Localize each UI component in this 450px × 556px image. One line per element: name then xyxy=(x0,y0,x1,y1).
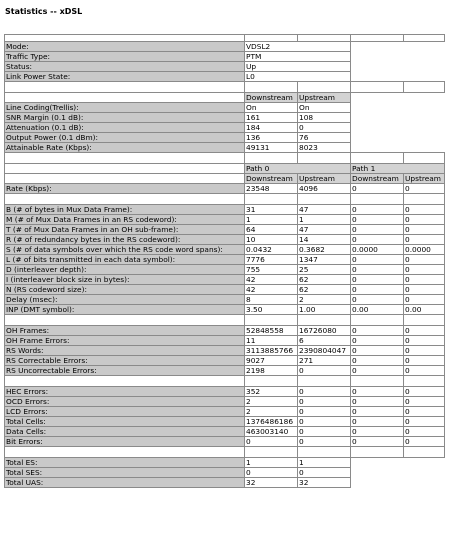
row-value: 0.0432 xyxy=(245,245,298,255)
path-row xyxy=(5,305,445,315)
row-label: T (# of Mux Data Frames in an OH sub-frame): xyxy=(5,225,245,235)
table-row xyxy=(5,336,445,346)
empty-cell xyxy=(351,143,404,153)
empty-cell xyxy=(404,478,445,488)
empty-cell xyxy=(351,458,404,468)
separator-row xyxy=(5,194,445,205)
separator-row xyxy=(5,153,445,164)
row-label: RS Correctable Errors: xyxy=(5,356,245,366)
empty-cell xyxy=(351,42,404,52)
separator-cell xyxy=(245,315,298,326)
path-header-row xyxy=(5,164,445,174)
row-value: 0 xyxy=(351,205,404,215)
row-value: 0.00 xyxy=(404,305,445,315)
row-value: 0 xyxy=(351,397,404,407)
separator-cell xyxy=(404,35,445,42)
status-row xyxy=(5,52,445,62)
page-title: Statistics -- xDSL xyxy=(5,7,83,16)
separator-cell xyxy=(351,376,404,387)
path-row xyxy=(5,215,445,225)
col-header-upstream: Upstream xyxy=(298,93,351,103)
row-value: 31 xyxy=(245,205,298,215)
separator-cell xyxy=(5,35,245,42)
path-row xyxy=(5,255,445,265)
row-value: 352 xyxy=(245,387,298,397)
row-value: 2 xyxy=(298,295,351,305)
row-value: 0 xyxy=(351,215,404,225)
empty-cell xyxy=(351,478,404,488)
row-value: 62 xyxy=(298,275,351,285)
row-value: 2 xyxy=(245,397,298,407)
row-value: 0 xyxy=(298,437,351,447)
row-label: INP (DMT symbol): xyxy=(5,305,245,315)
row-value: 0 xyxy=(351,184,404,194)
path-row xyxy=(5,275,445,285)
path0-header: Path 0 xyxy=(245,164,351,174)
row-value: 0 xyxy=(351,417,404,427)
table-row xyxy=(5,427,445,437)
row-value: 0 xyxy=(351,336,404,346)
separator-row xyxy=(5,447,445,458)
separator-cell xyxy=(351,35,404,42)
row-value: 0 xyxy=(298,397,351,407)
row-value: 271 xyxy=(298,356,351,366)
row-value: 0.00 xyxy=(351,305,404,315)
row-value: 10 xyxy=(245,235,298,245)
row-value: 47 xyxy=(298,225,351,235)
row-value: 76 xyxy=(298,133,351,143)
row-value: 0 xyxy=(351,275,404,285)
separator-cell xyxy=(351,447,404,458)
row-value: 0 xyxy=(245,468,298,478)
separator-cell xyxy=(5,315,245,326)
row-label: HEC Errors: xyxy=(5,387,245,397)
path1-header: Path 1 xyxy=(351,164,445,174)
row-value: 1.00 xyxy=(298,305,351,315)
row-value: 0 xyxy=(351,356,404,366)
row-label: OH Frames: xyxy=(5,326,245,336)
row-value: 0 xyxy=(404,215,445,225)
row-value: 8023 xyxy=(298,143,351,153)
row-value: 0 xyxy=(404,427,445,437)
row-value: 0 xyxy=(298,468,351,478)
separator-row xyxy=(5,35,445,42)
empty-cell xyxy=(351,133,404,143)
row-value: 32 xyxy=(245,478,298,488)
empty-cell xyxy=(404,42,445,52)
separator-cell xyxy=(404,376,445,387)
row-label: Data Cells: xyxy=(5,427,245,437)
row-value: 0 xyxy=(404,417,445,427)
header-blank xyxy=(5,93,245,103)
row-value: 0 xyxy=(351,255,404,265)
row-value: 0 xyxy=(298,417,351,427)
row-value: 1 xyxy=(245,215,298,225)
row-value: 0 xyxy=(351,346,404,356)
row-value: 0 xyxy=(351,235,404,245)
table-row xyxy=(5,458,445,468)
table-row xyxy=(5,356,445,366)
row-value: 2198 xyxy=(245,366,298,376)
empty-cell xyxy=(404,62,445,72)
row-label: I (interleaver block size in bytes): xyxy=(5,275,245,285)
row-value: On xyxy=(245,103,298,113)
row-label: M (# of Mux Data Frames in an RS codeword): xyxy=(5,215,245,225)
separator-cell xyxy=(298,447,351,458)
separator-cell xyxy=(298,315,351,326)
path-row xyxy=(5,245,445,255)
row-value: 4096 xyxy=(298,184,351,194)
row-value: 6 xyxy=(298,336,351,346)
table-row xyxy=(5,397,445,407)
row-label: R (# of redundancy bytes in the RS codeword): xyxy=(5,235,245,245)
separator-cell xyxy=(245,82,298,93)
path-row xyxy=(5,295,445,305)
dir-header: Downstream xyxy=(351,174,404,184)
table-row xyxy=(5,407,445,417)
row-value: 47 xyxy=(298,205,351,215)
row-value: 0 xyxy=(351,265,404,275)
row-label: Delay (msec): xyxy=(5,295,245,305)
path-row xyxy=(5,205,445,215)
row-label: Total ES: xyxy=(5,458,245,468)
empty-cell xyxy=(351,52,404,62)
empty-cell xyxy=(404,52,445,62)
empty-cell xyxy=(351,113,404,123)
table-row xyxy=(5,387,445,397)
row-value: 0 xyxy=(404,356,445,366)
row-value: 14 xyxy=(298,235,351,245)
row-value: 0 xyxy=(404,295,445,305)
row-value: 0 xyxy=(351,387,404,397)
row-label: Status: xyxy=(5,62,245,72)
row-value: 0 xyxy=(404,255,445,265)
line-row xyxy=(5,103,445,113)
separator-cell xyxy=(351,82,404,93)
empty-cell xyxy=(404,72,445,82)
row-label: Bit Errors: xyxy=(5,437,245,447)
row-value: L0 xyxy=(245,72,351,82)
separator-cell xyxy=(5,82,245,93)
separator-cell xyxy=(351,153,404,164)
row-value: 161 xyxy=(245,113,298,123)
row-label: Total Cells: xyxy=(5,417,245,427)
row-value: 0 xyxy=(404,397,445,407)
separator-cell xyxy=(298,194,351,205)
empty-cell xyxy=(351,62,404,72)
status-row xyxy=(5,62,445,72)
table-row xyxy=(5,346,445,356)
xdsl-stats-table xyxy=(4,34,445,488)
separator-cell xyxy=(245,376,298,387)
empty-cell xyxy=(404,113,445,123)
table-row xyxy=(5,468,445,478)
empty-cell xyxy=(404,93,445,103)
dir-header: Upstream xyxy=(298,174,351,184)
row-value: 32 xyxy=(298,478,351,488)
row-value: VDSL2 xyxy=(245,42,351,52)
row-value: 64 xyxy=(245,225,298,235)
row-value: 0 xyxy=(404,265,445,275)
row-value: 23548 xyxy=(245,184,298,194)
row-value: 184 xyxy=(245,123,298,133)
row-value: 0 xyxy=(351,366,404,376)
dir-header-row xyxy=(5,174,445,184)
separator-cell xyxy=(298,82,351,93)
line-row xyxy=(5,143,445,153)
row-value: 0.0000 xyxy=(404,245,445,255)
row-value: 0 xyxy=(298,387,351,397)
row-value: 0 xyxy=(404,407,445,417)
header-blank xyxy=(5,164,245,174)
separator-cell xyxy=(404,315,445,326)
dir-header: Downstream xyxy=(245,174,298,184)
row-value: 0 xyxy=(404,275,445,285)
row-value: 108 xyxy=(298,113,351,123)
empty-cell xyxy=(404,143,445,153)
separator-cell xyxy=(245,153,298,164)
row-value: 0 xyxy=(404,235,445,245)
row-value: 0 xyxy=(404,437,445,447)
row-value: 25 xyxy=(298,265,351,275)
row-label: S (# of data symbols over which the RS code word spans): xyxy=(5,245,245,255)
separator-cell xyxy=(5,447,245,458)
row-value: 0 xyxy=(404,387,445,397)
line-row xyxy=(5,123,445,133)
table-row xyxy=(5,437,445,447)
row-label: Link Power State: xyxy=(5,72,245,82)
row-value: 0 xyxy=(404,205,445,215)
row-label: OCD Errors: xyxy=(5,397,245,407)
row-value: 0 xyxy=(351,427,404,437)
empty-cell xyxy=(351,468,404,478)
row-label: Attainable Rate (Kbps): xyxy=(5,143,245,153)
status-row xyxy=(5,72,445,82)
line-row xyxy=(5,133,445,143)
separator-cell xyxy=(245,447,298,458)
row-value: 0 xyxy=(245,437,298,447)
empty-cell xyxy=(404,133,445,143)
row-value: 0.0000 xyxy=(351,245,404,255)
row-value: 0 xyxy=(404,366,445,376)
row-value: 463003140 xyxy=(245,427,298,437)
rate-row xyxy=(5,184,445,194)
row-value: 0 xyxy=(404,336,445,346)
row-value: 62 xyxy=(298,285,351,295)
separator-row xyxy=(5,82,445,93)
row-label: B (# of bytes in Mux Data Frame): xyxy=(5,205,245,215)
header-row xyxy=(5,93,445,103)
row-value: 3.50 xyxy=(245,305,298,315)
row-value: 1347 xyxy=(298,255,351,265)
row-value: 7776 xyxy=(245,255,298,265)
status-row xyxy=(5,42,445,52)
row-label: Output Power (0.1 dBm): xyxy=(5,133,245,143)
separator-cell xyxy=(5,194,245,205)
empty-cell xyxy=(351,123,404,133)
row-value: 42 xyxy=(245,275,298,285)
row-label: L (# of bits transmitted in each data symbol): xyxy=(5,255,245,265)
row-value: 1376486186 xyxy=(245,417,298,427)
row-value: 0 xyxy=(298,427,351,437)
row-value: On xyxy=(298,103,351,113)
separator-cell xyxy=(351,315,404,326)
row-value: 0 xyxy=(298,123,351,133)
row-label: Mode: xyxy=(5,42,245,52)
row-value: PTM xyxy=(245,52,351,62)
row-label: Traffic Type: xyxy=(5,52,245,62)
row-value: 0 xyxy=(351,225,404,235)
separator-cell xyxy=(298,376,351,387)
row-label: Attenuation (0.1 dB): xyxy=(5,123,245,133)
row-value: 8 xyxy=(245,295,298,305)
row-value: 0 xyxy=(351,295,404,305)
empty-cell xyxy=(404,103,445,113)
row-value: 52848558 xyxy=(245,326,298,336)
row-label: LCD Errors: xyxy=(5,407,245,417)
row-value: 0 xyxy=(351,326,404,336)
separator-cell xyxy=(298,35,351,42)
table-row xyxy=(5,478,445,488)
path-row xyxy=(5,235,445,245)
separator-cell xyxy=(5,153,245,164)
row-value: 755 xyxy=(245,265,298,275)
row-label: Line Coding(Trellis): xyxy=(5,103,245,113)
table-row xyxy=(5,326,445,336)
path-row xyxy=(5,285,445,295)
empty-cell xyxy=(404,458,445,468)
row-label: OH Frame Errors: xyxy=(5,336,245,346)
row-label: RS Uncorrectable Errors: xyxy=(5,366,245,376)
row-label: Total UAS: xyxy=(5,478,245,488)
separator-cell xyxy=(404,194,445,205)
row-value: 136 xyxy=(245,133,298,143)
row-label: N (RS codeword size): xyxy=(5,285,245,295)
row-value: 0 xyxy=(404,346,445,356)
row-value: 49131 xyxy=(245,143,298,153)
row-label: RS Words: xyxy=(5,346,245,356)
row-value: 42 xyxy=(245,285,298,295)
row-value: 0 xyxy=(351,437,404,447)
row-value: 2 xyxy=(245,407,298,417)
row-value: 0 xyxy=(404,225,445,235)
dir-header: Upstream xyxy=(404,174,445,184)
path-row xyxy=(5,225,445,235)
empty-cell xyxy=(351,93,404,103)
header-blank xyxy=(5,174,245,184)
table-row xyxy=(5,417,445,427)
row-value: 2390804047 xyxy=(298,346,351,356)
separator-cell xyxy=(298,153,351,164)
row-value: 0.3682 xyxy=(298,245,351,255)
col-header-downstream: Downstream xyxy=(245,93,298,103)
row-value: 0 xyxy=(404,285,445,295)
separator-cell xyxy=(404,82,445,93)
row-value: 9027 xyxy=(245,356,298,366)
row-value: Up xyxy=(245,62,351,72)
table-row xyxy=(5,366,445,376)
separator-cell xyxy=(5,376,245,387)
empty-cell xyxy=(351,103,404,113)
separator-cell xyxy=(404,447,445,458)
path-row xyxy=(5,265,445,275)
separator-cell xyxy=(245,35,298,42)
row-value: 1 xyxy=(298,215,351,225)
row-value: 1 xyxy=(245,458,298,468)
row-label: D (interleaver depth): xyxy=(5,265,245,275)
row-label: SNR Margin (0.1 dB): xyxy=(5,113,245,123)
row-value: 16726080 xyxy=(298,326,351,336)
row-value: 0 xyxy=(298,366,351,376)
separator-cell xyxy=(404,153,445,164)
row-value: 11 xyxy=(245,336,298,346)
row-label: Rate (Kbps): xyxy=(5,184,245,194)
row-label: Total SES: xyxy=(5,468,245,478)
line-row xyxy=(5,113,445,123)
separator-row xyxy=(5,376,445,387)
row-value: 0 xyxy=(351,285,404,295)
row-value: 3113885766 xyxy=(245,346,298,356)
separator-cell xyxy=(245,194,298,205)
row-value: 0 xyxy=(298,407,351,417)
row-value: 1 xyxy=(298,458,351,468)
empty-cell xyxy=(404,468,445,478)
row-value: 0 xyxy=(351,407,404,417)
empty-cell xyxy=(351,72,404,82)
row-value: 0 xyxy=(404,326,445,336)
separator-row xyxy=(5,315,445,326)
separator-cell xyxy=(351,194,404,205)
row-value: 0 xyxy=(404,184,445,194)
empty-cell xyxy=(404,123,445,133)
